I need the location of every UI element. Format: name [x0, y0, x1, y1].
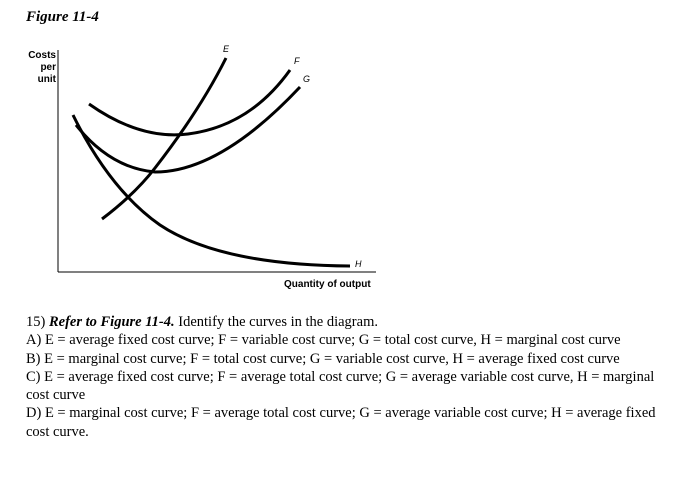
figure-title: Figure 11-4: [26, 9, 99, 25]
option-d: [26, 404, 656, 441]
curve-h: [73, 115, 350, 266]
curve-e: [102, 58, 226, 219]
curve-label-f: F: [294, 56, 300, 66]
curve-g: [76, 87, 300, 172]
curve-label-h: H: [355, 259, 362, 269]
option-a: [26, 331, 656, 349]
option-text: E = marginal cost curve; F = total cost curve; G = variable cost curve, H = average fixed cost curve: [44, 350, 620, 367]
option-letter: B): [26, 350, 41, 367]
question-block: [26, 313, 656, 441]
y-axis-label-line: Costs: [28, 50, 56, 61]
option-letter: A): [26, 332, 42, 349]
curve-label-e: E: [223, 44, 230, 54]
option-b: [26, 350, 656, 368]
question-stem: [26, 313, 656, 331]
question-reference: Refer to Figure 11-4.: [48, 314, 175, 330]
option-text: E = average fixed cost curve; F = variable cost curve; G = total cost curve, H = marginal cost curve: [44, 332, 621, 349]
y-axis-label-line: per: [40, 62, 56, 73]
x-axis-label: Quantity of output: [284, 279, 371, 290]
option-c: [26, 368, 656, 405]
option-text: E = marginal cost curve; F = average total cost curve; G = average variable cost curve; H = average fixed cost curve.: [26, 405, 656, 440]
curve-label-g: G: [303, 74, 311, 84]
y-axis-label-line: unit: [37, 74, 56, 85]
option-text: E = average fixed cost curve; F = average total cost curve; G = average variable cost curve, H = marginal cost curve: [26, 368, 655, 404]
option-letter: C): [26, 368, 41, 385]
option-letter: D): [26, 405, 42, 422]
question-text: Identify the curves in the diagram.: [178, 314, 378, 330]
question-number: 15): [26, 314, 46, 330]
